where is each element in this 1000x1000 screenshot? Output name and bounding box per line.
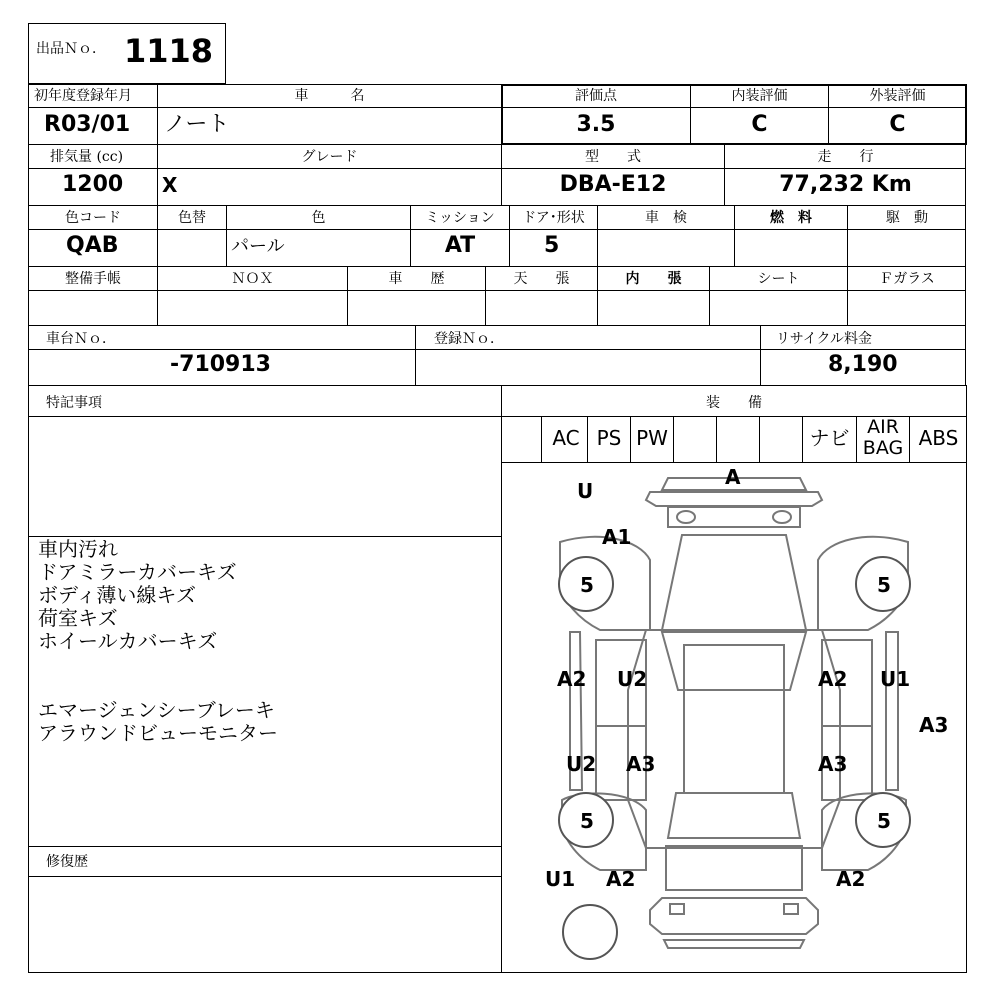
note-line: ボディ薄い線キズ xyxy=(38,583,196,607)
damage-mark: A3 xyxy=(818,752,848,776)
damage-mark: U2 xyxy=(617,667,648,691)
fglass-label: Ｆガラス xyxy=(879,271,935,287)
damage-mark: 5 xyxy=(877,573,891,597)
name-label: 車 名 xyxy=(294,88,365,104)
damage-mark: A xyxy=(725,465,741,489)
note-line xyxy=(38,653,488,699)
mileage-value: 77,232 Km xyxy=(779,172,912,197)
damage-mark: A2 xyxy=(606,867,636,891)
lot-label: 出品Ｎｏ． xyxy=(36,41,106,57)
history-label: 車 歴 xyxy=(388,271,445,287)
chassis-label: 車台Ｎｏ． xyxy=(46,331,116,347)
note-line: エマージェンシーブレーキ xyxy=(38,698,275,722)
first-reg-value: R03/01 xyxy=(44,112,131,137)
equipment-item: ABS xyxy=(918,426,959,450)
drive-label: 駆 動 xyxy=(886,210,928,226)
service-label: 整備手帳 xyxy=(65,271,121,287)
damage-mark: A3 xyxy=(626,752,656,776)
chassis-value: -710913 xyxy=(170,352,271,377)
damage-mark: 5 xyxy=(580,573,594,597)
damage-mark: U1 xyxy=(545,867,576,891)
equipment-item: PS xyxy=(596,426,622,450)
reg-label: 登録Ｎｏ． xyxy=(434,331,504,347)
note-line: アラウンドビューモニター xyxy=(38,721,278,745)
model-value: DBA-E12 xyxy=(559,172,667,197)
equipment-item: AIR BAG xyxy=(862,416,904,459)
name-value: ノート xyxy=(164,112,230,137)
equipment-cell xyxy=(759,416,760,463)
doors-label: ドア･形状 xyxy=(522,210,585,226)
damage-mark: A1 xyxy=(602,525,632,549)
note-line: ホイールカバーキズ xyxy=(38,629,218,653)
interior-label: 内装評価 xyxy=(731,88,788,104)
note-line: 車内汚れ xyxy=(38,537,118,561)
damage-mark: A2 xyxy=(557,667,587,691)
notes-list xyxy=(38,538,488,745)
equipment-item: PW xyxy=(636,426,668,450)
displacement-label: 排気量 (cc) xyxy=(50,149,124,165)
spare-wheel-circle xyxy=(563,905,617,959)
repair-header xyxy=(28,846,502,877)
repair-label: 修復歴 xyxy=(46,854,88,870)
color-code-value: QAB xyxy=(66,233,119,258)
grade-label: グレード xyxy=(301,149,358,165)
equipment-cell xyxy=(716,416,717,463)
equipment-label: 装 備 xyxy=(706,395,762,411)
seat-label: シート xyxy=(757,271,800,287)
fuel-label: 燃 料 xyxy=(770,210,812,226)
model-label: 型 式 xyxy=(585,149,641,165)
transmission-label: ミッション xyxy=(425,210,495,226)
notes-label: 特記事項 xyxy=(46,395,102,411)
damage-mark: A3 xyxy=(919,713,949,737)
score-value: 3.5 xyxy=(576,112,616,137)
damage-mark: U1 xyxy=(880,667,911,691)
damage-mark: A2 xyxy=(836,867,866,891)
lot-number: 1118 xyxy=(124,32,214,70)
equipment-cell xyxy=(673,416,674,463)
sunroof-label: 天 張 xyxy=(513,271,570,287)
damage-mark: U2 xyxy=(566,752,597,776)
equipment-cells xyxy=(501,416,967,463)
exterior-value: C xyxy=(889,112,906,137)
equipment-item: ナビ xyxy=(809,426,850,450)
damage-mark: 5 xyxy=(580,809,594,833)
color-code-label: 色コード xyxy=(65,210,121,226)
displacement-value: 1200 xyxy=(62,172,124,197)
damage-mark: 5 xyxy=(877,809,891,833)
transmission-value: AT xyxy=(444,233,476,258)
interior-trim-label: 内 張 xyxy=(625,271,682,287)
first-reg-label: 初年度登録年月 xyxy=(34,88,132,104)
inspection-label: 車 検 xyxy=(645,210,687,226)
doors-value: 5 xyxy=(544,233,560,258)
recycle-label: リサイクル料金 xyxy=(776,331,873,347)
mileage-label: 走 行 xyxy=(817,149,874,165)
note-line: ドアミラーカバーキズ xyxy=(38,560,237,584)
repaint-label: 色替 xyxy=(178,210,206,226)
recycle-value: 8,190 xyxy=(828,352,898,377)
grade-value: X xyxy=(162,173,178,197)
nox-label: ＮＯＸ xyxy=(231,271,274,287)
exterior-label: 外装評価 xyxy=(869,88,926,104)
color-label: 色 xyxy=(311,210,326,226)
equipment-cell xyxy=(541,416,542,463)
color-value: パール xyxy=(231,236,285,257)
equipment-item: AC xyxy=(552,426,580,450)
car-diagram xyxy=(501,462,967,973)
damage-mark: A2 xyxy=(818,667,848,691)
damage-mark: U xyxy=(577,479,594,503)
note-line: 荷室キズ xyxy=(38,606,118,630)
interior-value: C xyxy=(751,112,768,137)
score-label: 評価点 xyxy=(575,88,617,104)
